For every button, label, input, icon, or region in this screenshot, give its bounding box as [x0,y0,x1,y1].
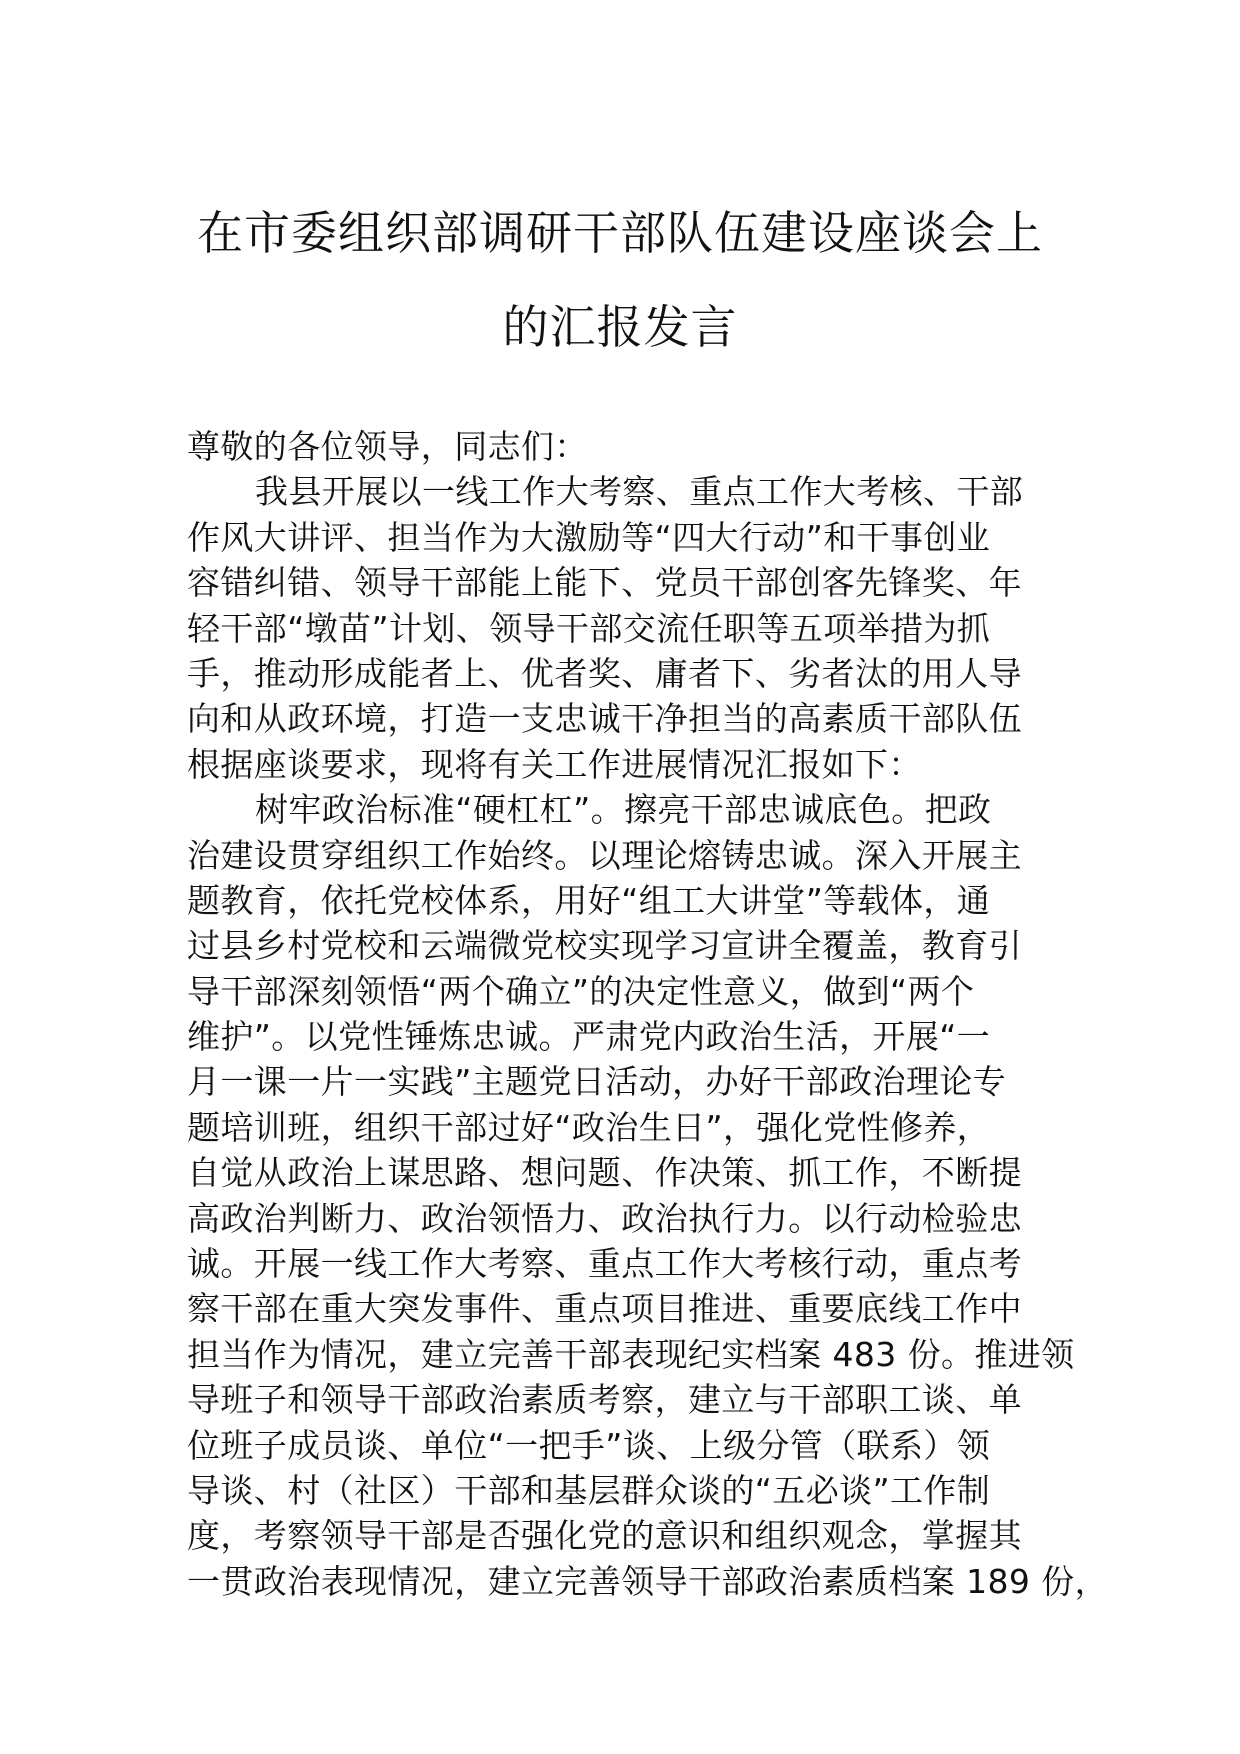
paragraph-line: 导班子和领导干部政治素质考察，建立与干部职工谈、单 [187,1380,1022,1420]
paragraph-line: 导谈、村（社区）干部和基层群众谈的“五必谈”工作制 [187,1470,991,1510]
paragraph-line: 月一课一片一实践”主题党日活动，办好干部政治理论专 [187,1062,1007,1102]
salutation: 尊敬的各位领导，同志们： [187,427,588,466]
paragraph-line: 治建设贯穿组织工作始终。以理论熔铸忠诚。深入开展主 [187,835,1022,875]
paragraph-line: 题教育，依托党校体系，用好“组工大讲堂”等载体，通 [187,880,991,920]
paragraph-line: 位班子成员谈、单位“一把手”谈、上级分管（联系）领 [187,1425,991,1465]
document-body [187,424,1108,1604]
paragraph-line: 根据座谈要求，现将有关工作进展情况汇报如下： [187,744,922,784]
paragraph-line: 轻干部“墩苗”计划、领导干部交流任职等五项举措为抓 [187,608,991,648]
document-title [150,186,1090,374]
paragraph-line: 作风大讲评、担当作为大激励等“四大行动”和干事创业 [187,517,991,557]
paragraph-line: 向和从政环境，打造一支忠诚干净担当的高素质干部队伍 [187,699,1022,739]
paragraph-line: 我县开展以一线工作大考察、重点工作大考核、干部 [255,472,1024,512]
paragraph-line: 担当作为情况，建立完善干部表现纪实档案 483 份。推进领 [187,1334,1075,1374]
paragraph-line: 自觉从政治上谋思路、想问题、作决策、抓工作，不断提 [187,1153,1022,1193]
paragraph-line: 树牢政治标准“硬杠杠”。擦亮干部忠诚底色。把政 [255,790,992,830]
paragraph-line: 察干部在重大突发事件、重点项目推进、重要底线工作中 [187,1289,1022,1329]
title-line-1: 在市委组织部调研干部队伍建设座谈会上 [197,206,1043,260]
paragraph-line: 题培训班，组织干部过好“政治生日”，强化党性修养， [187,1107,991,1147]
paragraph-line: 过县乡村党校和云端微党校实现学习宣讲全覆盖，教育引 [187,926,1022,966]
paragraph-line: 高政治判断力、政治领悟力、政治执行力。以行动检验忠 [187,1198,1022,1238]
paragraph-line: 导干部深刻领悟“两个确立”的决定性意义，做到“两个 [187,971,975,1011]
paragraph-line: 手，推动形成能者上、优者奖、庸者下、劣者汰的用人导 [187,653,1022,693]
paragraph-line: 一贯政治表现情况，建立完善领导干部政治素质档案 189 份， [187,1561,1108,1601]
paragraph-line: 诚。开展一线工作大考察、重点工作大考核行动，重点考 [187,1244,1022,1284]
title-line-2: 的汇报发言 [502,300,738,354]
paragraph-line: 维护”。以党性锤炼忠诚。严肃党内政治生活，开展“一 [187,1017,991,1057]
paragraph-line: 度，考察领导干部是否强化党的意识和组织观念，掌握其 [187,1516,1022,1556]
paragraph-line: 容错纠错、领导干部能上能下、党员干部创客先锋奖、年 [187,563,1022,603]
